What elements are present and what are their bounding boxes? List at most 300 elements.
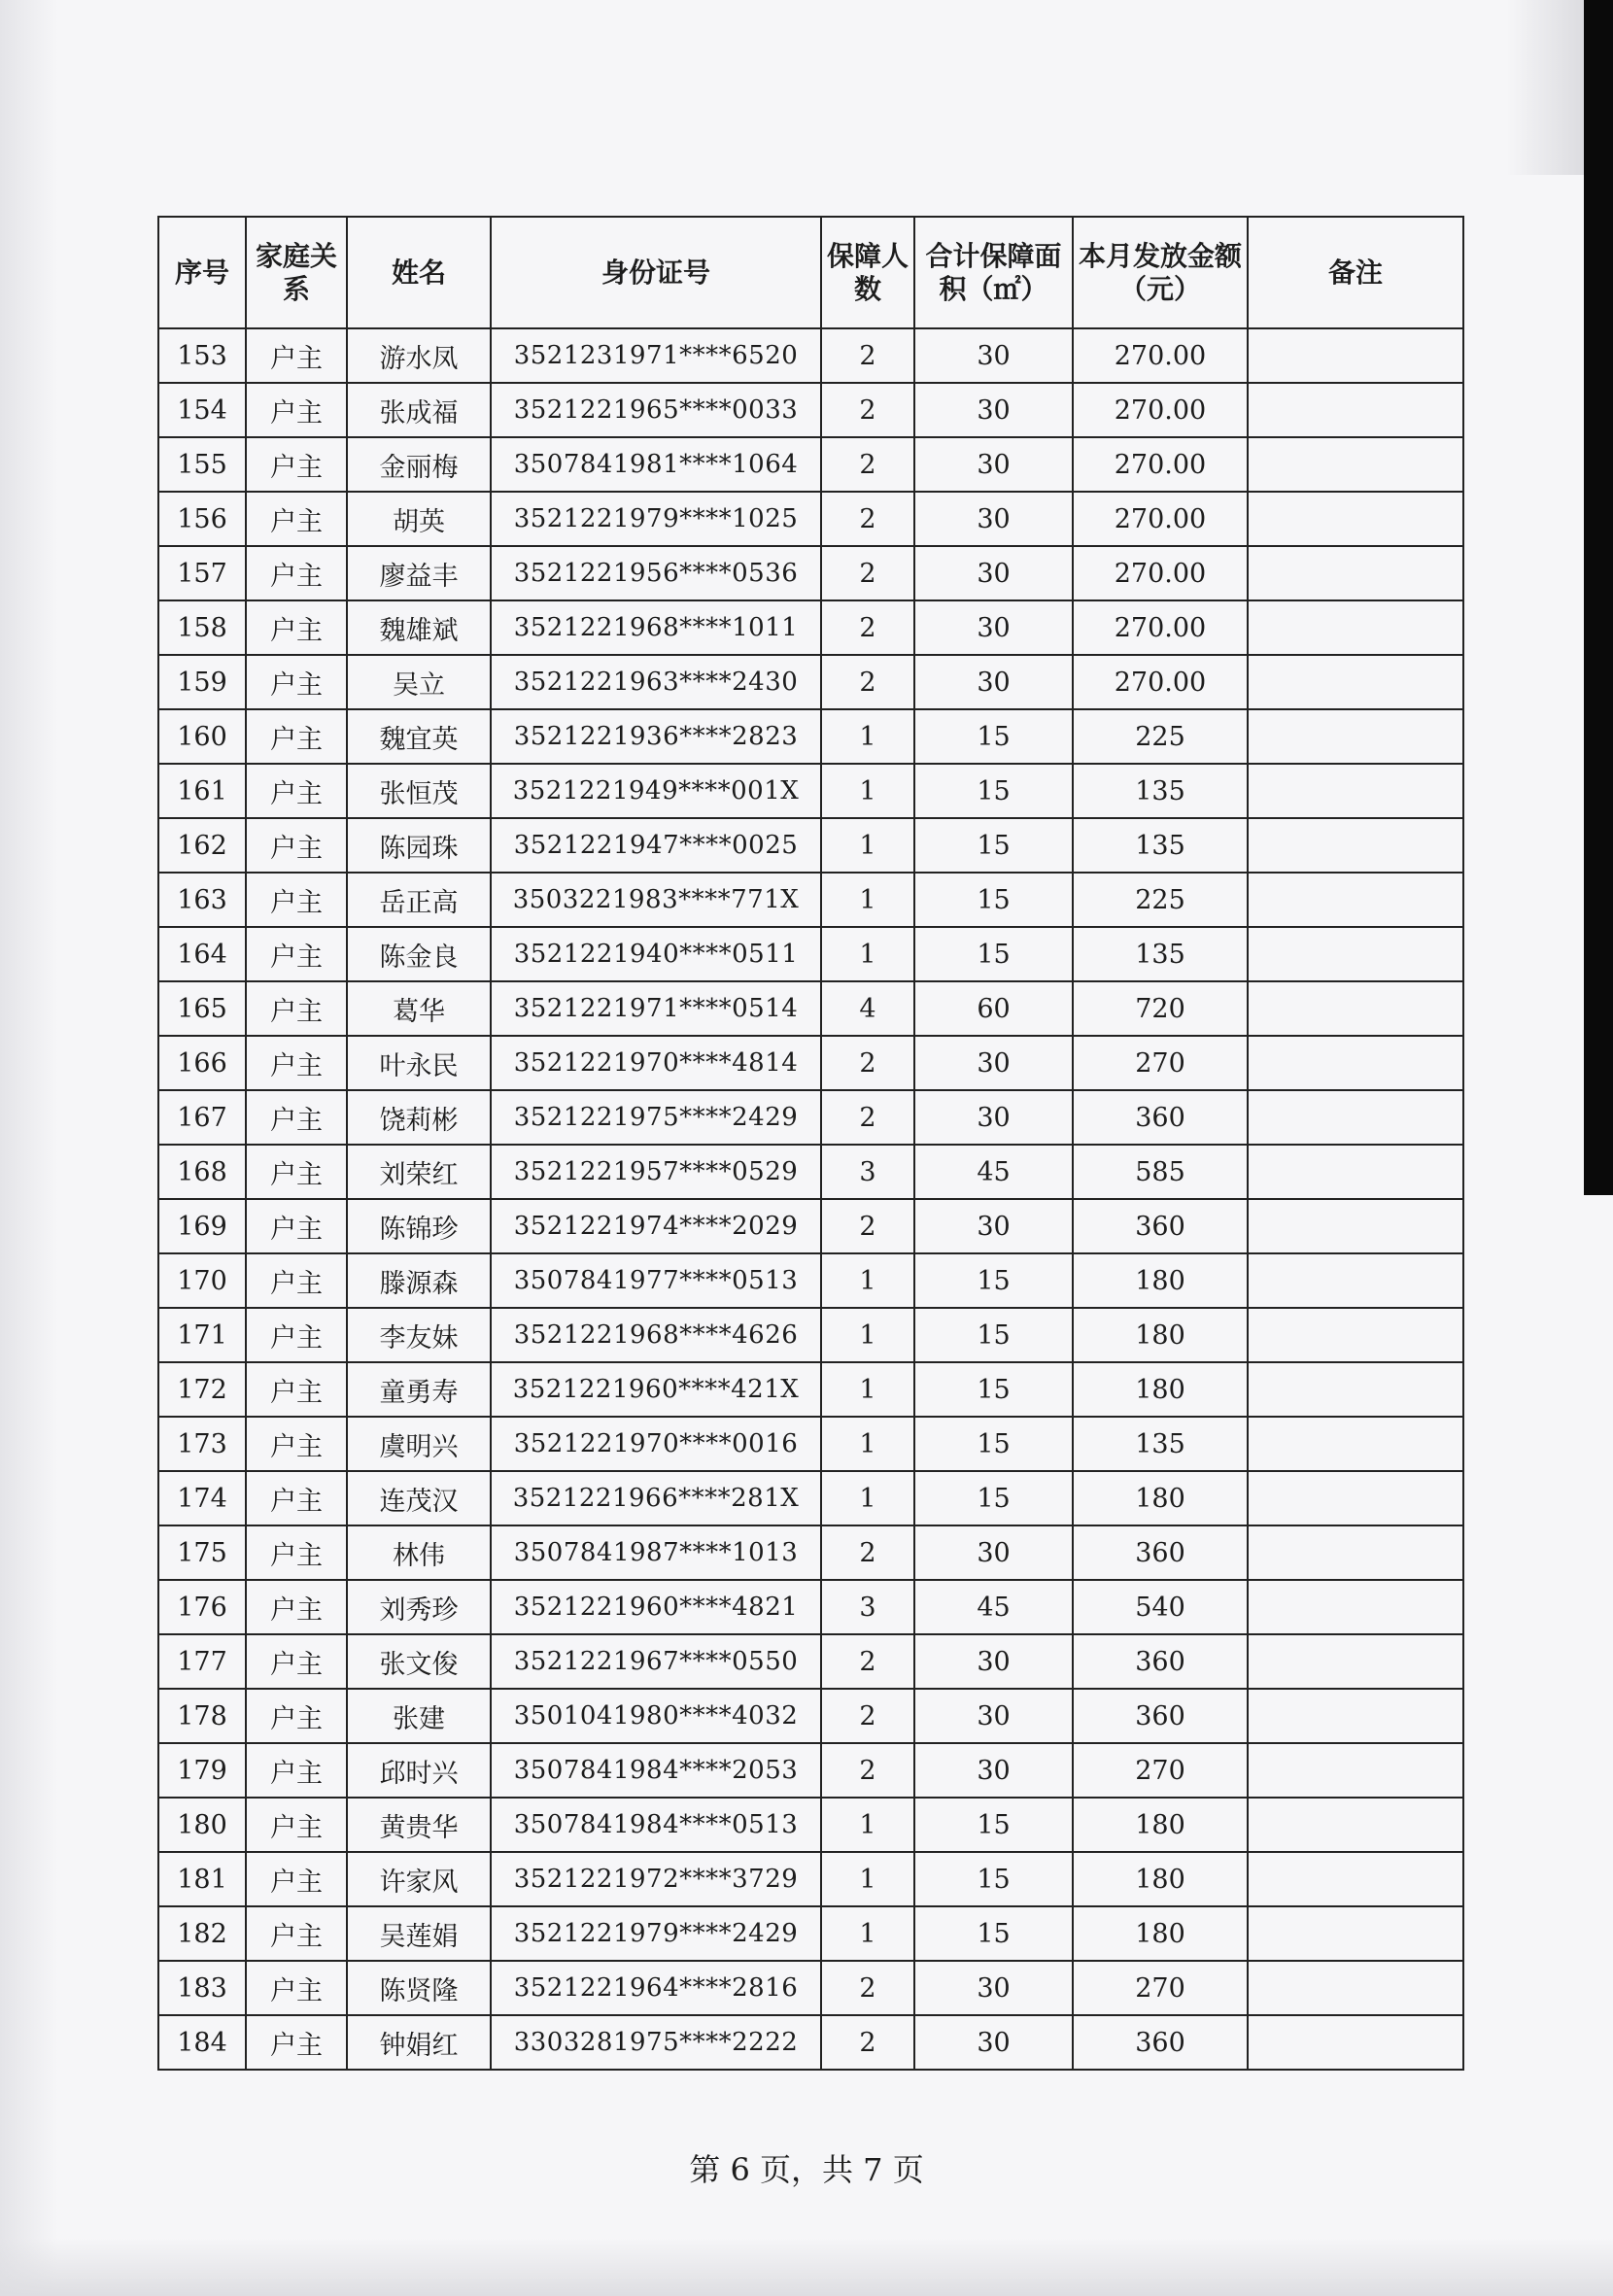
page-number-footer: 第 6 页，共 7 页 xyxy=(689,2151,924,2188)
cell-relation: 户主 xyxy=(246,437,347,492)
cell-amount: 135 xyxy=(1073,764,1248,818)
cell-remark xyxy=(1248,1961,1463,2015)
cell-id-number: 3521221947****0025 xyxy=(491,818,821,873)
cell-name: 廖益丰 xyxy=(347,546,491,600)
header-amount: 本月发放金额（元） xyxy=(1073,217,1248,328)
cell-seq: 153 xyxy=(158,328,246,383)
cell-remark xyxy=(1248,1634,1463,1689)
cell-area: 30 xyxy=(914,1689,1073,1743)
cell-seq: 175 xyxy=(158,1525,246,1580)
cell-id-number: 3521221963****2430 xyxy=(491,655,821,709)
cell-persons: 2 xyxy=(821,1961,914,2015)
cell-id-number: 3521221970****4814 xyxy=(491,1036,821,1090)
cell-remark xyxy=(1248,1798,1463,1852)
cell-name: 陈贤隆 xyxy=(347,1961,491,2015)
cell-persons: 2 xyxy=(821,1743,914,1798)
cell-seq: 182 xyxy=(158,1906,246,1961)
cell-seq: 183 xyxy=(158,1961,246,2015)
cell-remark xyxy=(1248,1743,1463,1798)
cell-remark xyxy=(1248,437,1463,492)
cell-remark xyxy=(1248,1525,1463,1580)
cell-seq: 176 xyxy=(158,1580,246,1634)
cell-area: 15 xyxy=(914,1362,1073,1417)
cell-area: 30 xyxy=(914,328,1073,383)
cell-name: 连茂汉 xyxy=(347,1471,491,1525)
cell-name: 滕源森 xyxy=(347,1253,491,1308)
cell-area: 15 xyxy=(914,1798,1073,1852)
cell-name: 张文俊 xyxy=(347,1634,491,1689)
cell-area: 30 xyxy=(914,383,1073,437)
cell-amount: 270.00 xyxy=(1073,492,1248,546)
cell-remark xyxy=(1248,1145,1463,1199)
cell-amount: 225 xyxy=(1073,873,1248,927)
cell-id-number: 3521221972****3729 xyxy=(491,1852,821,1906)
cell-seq: 177 xyxy=(158,1634,246,1689)
cell-area: 30 xyxy=(914,2015,1073,2070)
table-row xyxy=(158,1417,1463,1471)
cell-amount: 180 xyxy=(1073,1906,1248,1961)
scan-black-edge xyxy=(1584,0,1613,1195)
cell-id-number: 3521221936****2823 xyxy=(491,709,821,764)
table-row xyxy=(158,328,1463,383)
cell-relation: 户主 xyxy=(246,1634,347,1689)
cell-seq: 160 xyxy=(158,709,246,764)
cell-relation: 户主 xyxy=(246,818,347,873)
cell-seq: 157 xyxy=(158,546,246,600)
cell-name: 饶莉彬 xyxy=(347,1090,491,1145)
cell-area: 30 xyxy=(914,655,1073,709)
cell-area: 15 xyxy=(914,873,1073,927)
cell-id-number: 3521221975****2429 xyxy=(491,1090,821,1145)
cell-remark xyxy=(1248,1362,1463,1417)
cell-remark xyxy=(1248,600,1463,655)
cell-relation: 户主 xyxy=(246,1743,347,1798)
cell-relation: 户主 xyxy=(246,1308,347,1362)
cell-seq: 172 xyxy=(158,1362,246,1417)
cell-persons: 1 xyxy=(821,709,914,764)
cell-remark xyxy=(1248,764,1463,818)
cell-relation: 户主 xyxy=(246,1471,347,1525)
cell-name: 虞明兴 xyxy=(347,1417,491,1471)
table-body xyxy=(158,328,1463,2070)
cell-seq: 179 xyxy=(158,1743,246,1798)
cell-persons: 2 xyxy=(821,1634,914,1689)
cell-seq: 167 xyxy=(158,1090,246,1145)
cell-area: 45 xyxy=(914,1145,1073,1199)
table-row xyxy=(158,1253,1463,1308)
table-row xyxy=(158,873,1463,927)
cell-remark xyxy=(1248,1253,1463,1308)
cell-amount: 270.00 xyxy=(1073,655,1248,709)
cell-name: 魏宜英 xyxy=(347,709,491,764)
cell-remark xyxy=(1248,328,1463,383)
cell-persons: 3 xyxy=(821,1580,914,1634)
cell-seq: 164 xyxy=(158,927,246,981)
cell-area: 30 xyxy=(914,1743,1073,1798)
cell-area: 30 xyxy=(914,1961,1073,2015)
cell-relation: 户主 xyxy=(246,1798,347,1852)
cell-amount: 360 xyxy=(1073,1634,1248,1689)
table-row xyxy=(158,1199,1463,1253)
cell-remark xyxy=(1248,383,1463,437)
cell-relation: 户主 xyxy=(246,492,347,546)
header-relation: 家庭关系 xyxy=(246,217,347,328)
subsidy-roster-table xyxy=(157,216,1464,2071)
cell-name: 吴莲娟 xyxy=(347,1906,491,1961)
table-row xyxy=(158,1362,1463,1417)
cell-persons: 1 xyxy=(821,1798,914,1852)
cell-seq: 178 xyxy=(158,1689,246,1743)
cell-amount: 270 xyxy=(1073,1036,1248,1090)
table-row xyxy=(158,437,1463,492)
cell-remark xyxy=(1248,1580,1463,1634)
cell-seq: 173 xyxy=(158,1417,246,1471)
cell-seq: 163 xyxy=(158,873,246,927)
table-row xyxy=(158,1689,1463,1743)
cell-persons: 2 xyxy=(821,546,914,600)
cell-name: 刘荣红 xyxy=(347,1145,491,1199)
cell-seq: 155 xyxy=(158,437,246,492)
cell-remark xyxy=(1248,709,1463,764)
cell-persons: 2 xyxy=(821,1525,914,1580)
cell-relation: 户主 xyxy=(246,1852,347,1906)
cell-name: 童勇寿 xyxy=(347,1362,491,1417)
cell-area: 45 xyxy=(914,1580,1073,1634)
cell-seq: 162 xyxy=(158,818,246,873)
cell-persons: 1 xyxy=(821,1852,914,1906)
table-row xyxy=(158,1145,1463,1199)
cell-relation: 户主 xyxy=(246,1906,347,1961)
cell-amount: 270.00 xyxy=(1073,600,1248,655)
cell-id-number: 3521221979****1025 xyxy=(491,492,821,546)
table-row xyxy=(158,709,1463,764)
cell-persons: 2 xyxy=(821,328,914,383)
cell-id-number: 3521221968****4626 xyxy=(491,1308,821,1362)
cell-id-number: 3521221960****4821 xyxy=(491,1580,821,1634)
cell-amount: 585 xyxy=(1073,1145,1248,1199)
cell-relation: 户主 xyxy=(246,873,347,927)
cell-area: 30 xyxy=(914,492,1073,546)
cell-remark xyxy=(1248,1852,1463,1906)
cell-seq: 161 xyxy=(158,764,246,818)
cell-amount: 180 xyxy=(1073,1798,1248,1852)
cell-amount: 180 xyxy=(1073,1253,1248,1308)
cell-area: 15 xyxy=(914,1417,1073,1471)
cell-id-number: 3521221956****0536 xyxy=(491,546,821,600)
cell-name: 陈锦珍 xyxy=(347,1199,491,1253)
cell-amount: 270.00 xyxy=(1073,328,1248,383)
cell-relation: 户主 xyxy=(246,1362,347,1417)
cell-area: 15 xyxy=(914,1471,1073,1525)
cell-relation: 户主 xyxy=(246,1253,347,1308)
table-header-row xyxy=(158,217,1463,328)
cell-persons: 1 xyxy=(821,818,914,873)
cell-persons: 2 xyxy=(821,383,914,437)
cell-id-number: 3521221971****0514 xyxy=(491,981,821,1036)
cell-relation: 户主 xyxy=(246,1090,347,1145)
table-row xyxy=(158,383,1463,437)
cell-seq: 184 xyxy=(158,2015,246,2070)
table-row xyxy=(158,655,1463,709)
cell-id-number: 3503221983****771X xyxy=(491,873,821,927)
cell-area: 30 xyxy=(914,437,1073,492)
cell-name: 金丽梅 xyxy=(347,437,491,492)
cell-id-number: 3521221964****2816 xyxy=(491,1961,821,2015)
cell-id-number: 3303281975****2222 xyxy=(491,2015,821,2070)
table-row xyxy=(158,2015,1463,2070)
cell-id-number: 3521221966****281X xyxy=(491,1471,821,1525)
cell-name: 邱时兴 xyxy=(347,1743,491,1798)
cell-remark xyxy=(1248,1471,1463,1525)
cell-relation: 户主 xyxy=(246,546,347,600)
scan-shadow-top-right xyxy=(1506,0,1584,175)
cell-amount: 180 xyxy=(1073,1852,1248,1906)
header-name: 姓名 xyxy=(347,217,491,328)
table-row xyxy=(158,1471,1463,1525)
cell-name: 陈金良 xyxy=(347,927,491,981)
cell-remark xyxy=(1248,1308,1463,1362)
cell-amount: 270.00 xyxy=(1073,546,1248,600)
cell-name: 张建 xyxy=(347,1689,491,1743)
cell-name: 黄贵华 xyxy=(347,1798,491,1852)
cell-relation: 户主 xyxy=(246,1417,347,1471)
cell-relation: 户主 xyxy=(246,328,347,383)
cell-area: 15 xyxy=(914,709,1073,764)
cell-name: 魏雄斌 xyxy=(347,600,491,655)
cell-id-number: 3521221940****0511 xyxy=(491,927,821,981)
cell-persons: 1 xyxy=(821,927,914,981)
cell-area: 30 xyxy=(914,1199,1073,1253)
cell-seq: 171 xyxy=(158,1308,246,1362)
cell-persons: 2 xyxy=(821,1036,914,1090)
cell-area: 30 xyxy=(914,1634,1073,1689)
cell-name: 吴立 xyxy=(347,655,491,709)
cell-remark xyxy=(1248,818,1463,873)
cell-persons: 1 xyxy=(821,1308,914,1362)
cell-seq: 165 xyxy=(158,981,246,1036)
table-row xyxy=(158,1743,1463,1798)
cell-name: 葛华 xyxy=(347,981,491,1036)
cell-persons: 2 xyxy=(821,437,914,492)
cell-area: 15 xyxy=(914,927,1073,981)
cell-seq: 159 xyxy=(158,655,246,709)
table-row xyxy=(158,1852,1463,1906)
cell-relation: 户主 xyxy=(246,709,347,764)
table-row xyxy=(158,818,1463,873)
cell-persons: 1 xyxy=(821,1362,914,1417)
cell-remark xyxy=(1248,927,1463,981)
table-row xyxy=(158,1634,1463,1689)
cell-name: 岳正高 xyxy=(347,873,491,927)
cell-seq: 158 xyxy=(158,600,246,655)
table-row xyxy=(158,492,1463,546)
cell-id-number: 3521221979****2429 xyxy=(491,1906,821,1961)
table-row xyxy=(158,764,1463,818)
cell-relation: 户主 xyxy=(246,655,347,709)
cell-seq: 156 xyxy=(158,492,246,546)
cell-seq: 154 xyxy=(158,383,246,437)
cell-remark xyxy=(1248,1906,1463,1961)
cell-persons: 1 xyxy=(821,873,914,927)
table-row xyxy=(158,1906,1463,1961)
cell-remark xyxy=(1248,2015,1463,2070)
cell-amount: 180 xyxy=(1073,1471,1248,1525)
cell-name: 叶永民 xyxy=(347,1036,491,1090)
cell-amount: 270.00 xyxy=(1073,383,1248,437)
cell-remark xyxy=(1248,1417,1463,1471)
table-row xyxy=(158,1090,1463,1145)
cell-relation: 户主 xyxy=(246,1036,347,1090)
cell-name: 许家风 xyxy=(347,1852,491,1906)
table-row xyxy=(158,1580,1463,1634)
cell-id-number: 3521221968****1011 xyxy=(491,600,821,655)
cell-relation: 户主 xyxy=(246,764,347,818)
cell-relation: 户主 xyxy=(246,383,347,437)
cell-amount: 270 xyxy=(1073,1961,1248,2015)
cell-persons: 2 xyxy=(821,492,914,546)
header-seq: 序号 xyxy=(158,217,246,328)
cell-seq: 170 xyxy=(158,1253,246,1308)
cell-seq: 166 xyxy=(158,1036,246,1090)
cell-persons: 2 xyxy=(821,2015,914,2070)
cell-persons: 2 xyxy=(821,1199,914,1253)
cell-amount: 360 xyxy=(1073,2015,1248,2070)
cell-remark xyxy=(1248,1090,1463,1145)
cell-area: 15 xyxy=(914,818,1073,873)
cell-persons: 2 xyxy=(821,1090,914,1145)
cell-remark xyxy=(1248,1199,1463,1253)
cell-id-number: 3521221949****001X xyxy=(491,764,821,818)
cell-amount: 135 xyxy=(1073,927,1248,981)
cell-relation: 户主 xyxy=(246,981,347,1036)
cell-id-number: 3507841987****1013 xyxy=(491,1525,821,1580)
cell-relation: 户主 xyxy=(246,1689,347,1743)
cell-name: 钟娟红 xyxy=(347,2015,491,2070)
cell-relation: 户主 xyxy=(246,2015,347,2070)
cell-area: 30 xyxy=(914,600,1073,655)
table-row xyxy=(158,1798,1463,1852)
cell-amount: 270.00 xyxy=(1073,437,1248,492)
cell-id-number: 3501041980****4032 xyxy=(491,1689,821,1743)
cell-relation: 户主 xyxy=(246,1145,347,1199)
cell-remark xyxy=(1248,492,1463,546)
header-persons: 保障人数 xyxy=(821,217,914,328)
cell-id-number: 3507841984****2053 xyxy=(491,1743,821,1798)
cell-relation: 户主 xyxy=(246,600,347,655)
cell-id-number: 3521221967****0550 xyxy=(491,1634,821,1689)
cell-area: 15 xyxy=(914,1906,1073,1961)
cell-persons: 1 xyxy=(821,764,914,818)
cell-persons: 2 xyxy=(821,1689,914,1743)
cell-remark xyxy=(1248,1036,1463,1090)
cell-id-number: 3507841984****0513 xyxy=(491,1798,821,1852)
cell-area: 15 xyxy=(914,1308,1073,1362)
cell-persons: 1 xyxy=(821,1471,914,1525)
cell-area: 60 xyxy=(914,981,1073,1036)
cell-persons: 1 xyxy=(821,1253,914,1308)
scan-shadow-bottom xyxy=(0,2238,1613,2296)
cell-area: 15 xyxy=(914,764,1073,818)
cell-amount: 360 xyxy=(1073,1689,1248,1743)
header-id-number: 身份证号 xyxy=(491,217,821,328)
table-row xyxy=(158,600,1463,655)
cell-relation: 户主 xyxy=(246,1961,347,2015)
header-area: 合计保障面积（㎡） xyxy=(914,217,1073,328)
cell-seq: 181 xyxy=(158,1852,246,1906)
cell-id-number: 3521221960****421X xyxy=(491,1362,821,1417)
cell-amount: 135 xyxy=(1073,818,1248,873)
cell-amount: 180 xyxy=(1073,1362,1248,1417)
cell-area: 30 xyxy=(914,546,1073,600)
cell-relation: 户主 xyxy=(246,1525,347,1580)
table-row xyxy=(158,1961,1463,2015)
table-row xyxy=(158,927,1463,981)
cell-name: 陈园珠 xyxy=(347,818,491,873)
cell-area: 30 xyxy=(914,1525,1073,1580)
cell-name: 张恒茂 xyxy=(347,764,491,818)
cell-name: 林伟 xyxy=(347,1525,491,1580)
cell-persons: 3 xyxy=(821,1145,914,1199)
cell-id-number: 3521221957****0529 xyxy=(491,1145,821,1199)
cell-amount: 360 xyxy=(1073,1199,1248,1253)
cell-amount: 225 xyxy=(1073,709,1248,764)
cell-remark xyxy=(1248,546,1463,600)
cell-id-number: 3521221965****0033 xyxy=(491,383,821,437)
cell-id-number: 3507841981****1064 xyxy=(491,437,821,492)
cell-remark xyxy=(1248,655,1463,709)
cell-amount: 360 xyxy=(1073,1090,1248,1145)
cell-amount: 360 xyxy=(1073,1525,1248,1580)
cell-area: 30 xyxy=(914,1036,1073,1090)
cell-area: 15 xyxy=(914,1253,1073,1308)
header-remark: 备注 xyxy=(1248,217,1463,328)
cell-relation: 户主 xyxy=(246,1580,347,1634)
cell-persons: 2 xyxy=(821,600,914,655)
cell-persons: 2 xyxy=(821,655,914,709)
cell-persons: 1 xyxy=(821,1906,914,1961)
cell-amount: 180 xyxy=(1073,1308,1248,1362)
cell-relation: 户主 xyxy=(246,1199,347,1253)
cell-remark xyxy=(1248,981,1463,1036)
table-row xyxy=(158,1525,1463,1580)
cell-name: 游水凤 xyxy=(347,328,491,383)
cell-name: 张成福 xyxy=(347,383,491,437)
cell-seq: 169 xyxy=(158,1199,246,1253)
cell-amount: 720 xyxy=(1073,981,1248,1036)
cell-id-number: 3521221974****2029 xyxy=(491,1199,821,1253)
cell-amount: 135 xyxy=(1073,1417,1248,1471)
scan-shadow-left xyxy=(0,0,58,2296)
table-row xyxy=(158,1308,1463,1362)
cell-area: 15 xyxy=(914,1852,1073,1906)
cell-persons: 1 xyxy=(821,1417,914,1471)
cell-seq: 180 xyxy=(158,1798,246,1852)
table-row xyxy=(158,546,1463,600)
cell-name: 李友妹 xyxy=(347,1308,491,1362)
cell-amount: 270 xyxy=(1073,1743,1248,1798)
cell-id-number: 3507841977****0513 xyxy=(491,1253,821,1308)
cell-persons: 4 xyxy=(821,981,914,1036)
cell-seq: 168 xyxy=(158,1145,246,1199)
cell-remark xyxy=(1248,1689,1463,1743)
cell-area: 30 xyxy=(914,1090,1073,1145)
table-row xyxy=(158,1036,1463,1090)
cell-seq: 174 xyxy=(158,1471,246,1525)
cell-id-number: 3521231971****6520 xyxy=(491,328,821,383)
cell-amount: 540 xyxy=(1073,1580,1248,1634)
cell-name: 胡英 xyxy=(347,492,491,546)
table-row xyxy=(158,981,1463,1036)
